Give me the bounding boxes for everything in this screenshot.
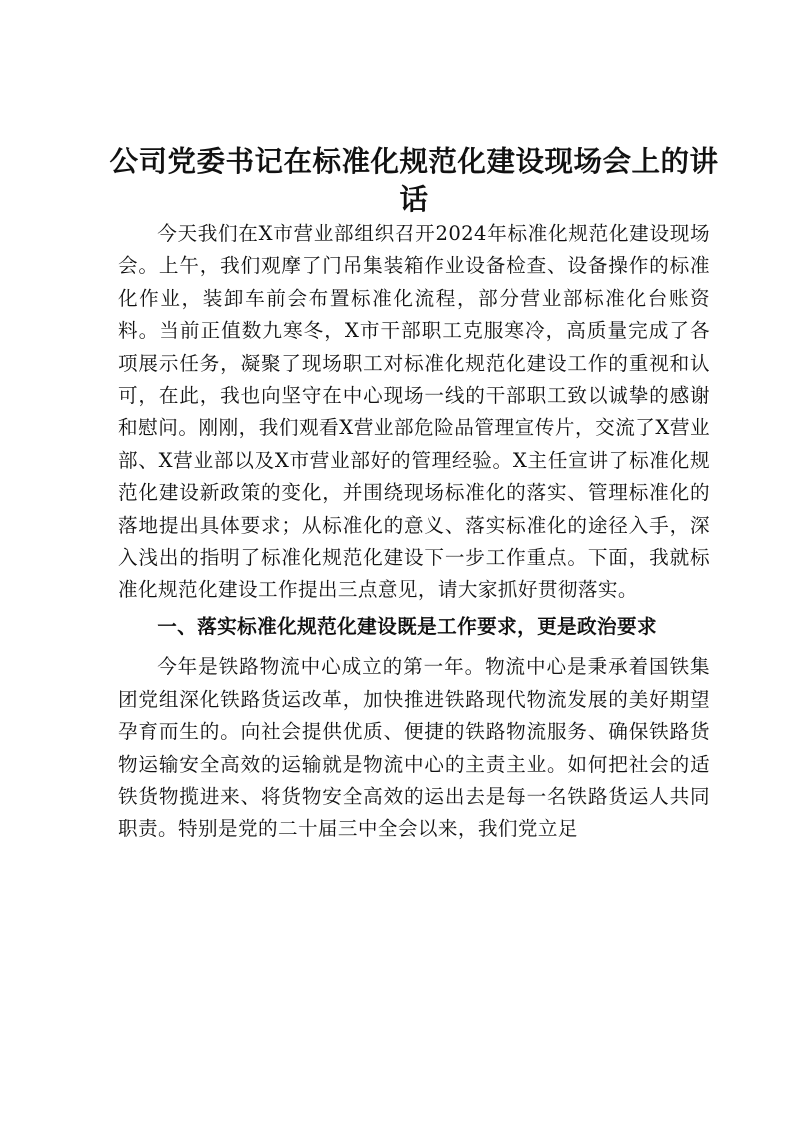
document-title: 公司党委书记在标准化规范化建设现场会上的讲话 bbox=[109, 144, 719, 216]
section-heading: 一、落实标准化规范化建设既是工作要求，更是政治要求 bbox=[157, 614, 658, 638]
document-page bbox=[109, 142, 719, 846]
body-paragraph: 今年是铁路物流中心成立的第一年。物流中心是秉承着国铁集团党组深化铁路货运改革，加快推进铁路现代物流发展的美好期望孕育而生的。向社会提供优质、便捷的铁路物流服务、确保铁路货物运输安全高效的运输就是物流中心的主责主业。如何把社会的适铁货物揽进来、将货物安全高效的运出去是每一名铁路货运人共同职责。特别是党的二十届三中全会以来，我们党立足 bbox=[118, 655, 710, 841]
body-paragraph: 今天我们在X市营业部组织召开2024年标准化规范化建设现场会。上午，我们观摩了门吊集装箱作业设备检查、设备操作的标准化作业，装卸车前会布置标准化流程，部分营业部标准化台账资料。当前正值数九寒冬，X市干部职工克服寒冷，高质量完成了各项展示任务，凝聚了现场职工对标准化规范化建设工作的重视和认可，在此，我也向坚守在中心现场一线的干部职工致以诚挚的感谢和慰问。刚刚，我们观看X营业部危险品管理宣传片，交流了X营业部、X营业部以及X市营业部好的管理经验。X主任宣讲了标准化规范化建设新政策的变化，并围绕现场标准化的落实、管理标准化的落地提出具体要求；从标准化的意义、落实标准化的途径入手，深入浅出的指明了标准化规范化建设下一步工作重点。下面，我就标准化规范化建设工作提出三点意见，请大家抓好贯彻落实。 bbox=[118, 222, 710, 602]
